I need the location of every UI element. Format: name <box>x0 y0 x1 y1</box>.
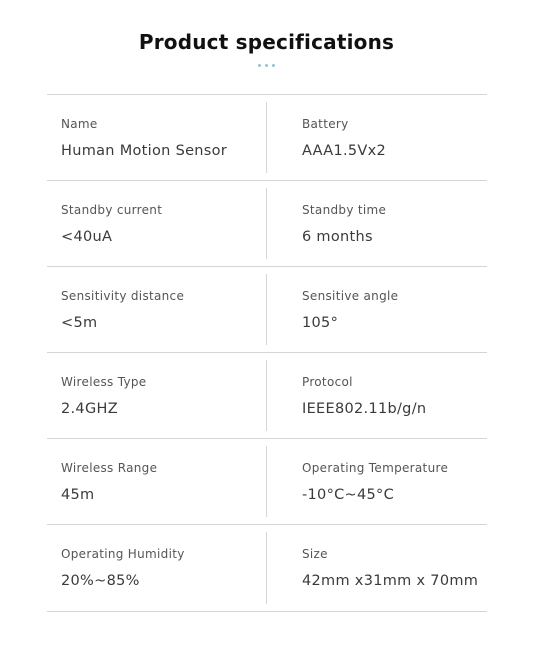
spec-table <box>47 94 487 612</box>
column-divider <box>266 102 267 173</box>
column-divider <box>266 532 267 604</box>
spec-label: Battery <box>302 117 349 131</box>
spec-label: Protocol <box>302 375 353 389</box>
spec-row <box>47 352 487 438</box>
spec-cell-standby-current <box>61 181 256 266</box>
spec-cell-battery <box>302 95 482 180</box>
spec-value: 42mm x31mm x 70mm <box>302 573 479 589</box>
spec-row <box>47 180 487 266</box>
spec-cell-size <box>302 525 482 611</box>
spec-cell-operating-humidity <box>61 525 256 611</box>
spec-cell-standby-time <box>302 181 482 266</box>
spec-value: Human Motion Sensor <box>61 143 228 159</box>
spec-value: <5m <box>61 315 98 331</box>
spec-label: Sensitivity distance <box>61 289 185 303</box>
spec-value: <40uA <box>61 229 113 245</box>
spec-cell-wireless-type <box>61 353 256 438</box>
decorative-dots <box>0 64 533 68</box>
spec-value: 105° <box>302 315 339 331</box>
spec-label: Wireless Type <box>61 375 147 389</box>
spec-value: AAA1.5Vx2 <box>302 143 387 159</box>
spec-row <box>47 438 487 524</box>
spec-cell-wireless-range <box>61 439 256 524</box>
spec-label: Name <box>61 117 98 131</box>
spec-label: Operating Humidity <box>61 547 185 561</box>
spec-label: Size <box>302 547 328 561</box>
spec-label: Standby current <box>61 203 163 217</box>
spec-value: 20%~85% <box>61 573 140 589</box>
spec-cell-sensitivity-distance <box>61 267 256 352</box>
column-divider <box>266 188 267 259</box>
dot-icon <box>258 64 261 67</box>
page-title: Product specifications <box>138 30 395 54</box>
spec-label: Operating Temperature <box>302 461 449 475</box>
spec-row <box>47 94 487 180</box>
dot-icon <box>272 64 275 67</box>
spec-row <box>47 524 487 612</box>
spec-label: Standby time <box>302 203 387 217</box>
column-divider <box>266 446 267 517</box>
column-divider <box>266 360 267 431</box>
spec-cell-name <box>61 95 256 180</box>
spec-value: -10°C~45°C <box>302 487 395 503</box>
spec-value: 45m <box>61 487 95 503</box>
spec-label: Sensitive angle <box>302 289 399 303</box>
column-divider <box>266 274 267 345</box>
spec-value: IEEE802.11b/g/n <box>302 401 427 417</box>
spec-label: Wireless Range <box>61 461 158 475</box>
dot-icon <box>265 64 268 67</box>
spec-row <box>47 266 487 352</box>
spec-cell-protocol <box>302 353 482 438</box>
spec-cell-operating-temperature <box>302 439 482 524</box>
spec-cell-sensitive-angle <box>302 267 482 352</box>
spec-value: 2.4GHZ <box>61 401 118 417</box>
spec-value: 6 months <box>302 229 373 245</box>
